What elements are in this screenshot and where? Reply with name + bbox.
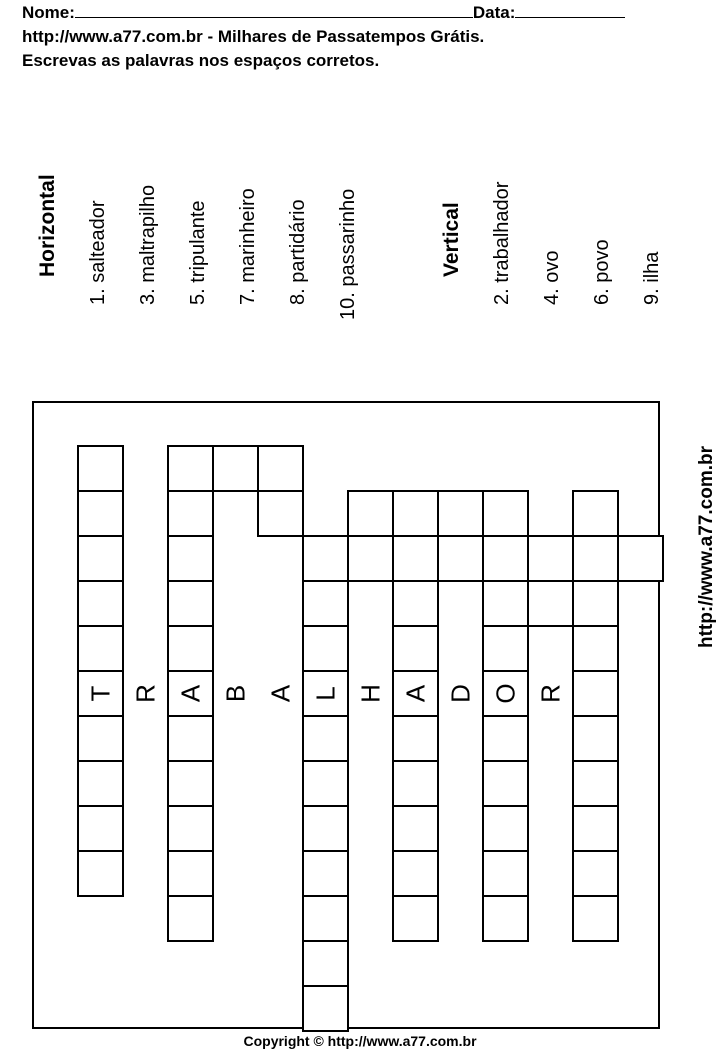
grid-cell[interactable] xyxy=(168,896,213,941)
grid-cell[interactable] xyxy=(393,716,438,761)
grid-cell[interactable] xyxy=(78,626,123,671)
grid-cell[interactable] xyxy=(393,581,438,626)
grid-cell[interactable] xyxy=(573,671,618,716)
grid-cell[interactable] xyxy=(303,941,348,986)
given-letter: H xyxy=(355,684,386,703)
given-letter: O xyxy=(490,683,521,704)
grid-cell[interactable] xyxy=(393,851,438,896)
horizontal-title: Horizontal xyxy=(36,174,59,277)
grid-cell[interactable] xyxy=(483,851,528,896)
grid-cell[interactable] xyxy=(528,536,573,581)
name-label: Nome: xyxy=(22,3,75,22)
grid-cell[interactable] xyxy=(303,536,348,581)
grid-cell[interactable] xyxy=(573,851,618,896)
grid-cell[interactable] xyxy=(168,536,213,581)
given-letter: D xyxy=(445,684,476,703)
instruction-text: Escrevas as palavras nos espaços corretos. xyxy=(22,51,380,70)
grid-cell[interactable] xyxy=(528,581,573,626)
grid-cell[interactable] xyxy=(483,491,528,536)
vertical-title: Vertical xyxy=(440,202,463,277)
grid-cell[interactable] xyxy=(168,581,213,626)
given-letter: A xyxy=(265,684,296,703)
grid-cell[interactable] xyxy=(213,446,258,491)
clue-horizontal-8: 8. partidário xyxy=(287,199,309,305)
grid-cell[interactable] xyxy=(78,581,123,626)
grid-cell[interactable] xyxy=(168,626,213,671)
grid-cell[interactable] xyxy=(303,716,348,761)
given-letter: A xyxy=(175,684,206,703)
clue-vertical-2: 2. trabalhador xyxy=(491,181,513,305)
clue-vertical-4: 4. ovo xyxy=(541,250,563,305)
grid-cell[interactable] xyxy=(168,716,213,761)
grid-cell[interactable] xyxy=(258,491,303,536)
grid-cell[interactable] xyxy=(393,896,438,941)
grid-cell[interactable] xyxy=(393,626,438,671)
grid-cell[interactable] xyxy=(573,806,618,851)
grid-cell[interactable] xyxy=(393,806,438,851)
grid-cell[interactable] xyxy=(483,536,528,581)
grid-cell[interactable] xyxy=(78,806,123,851)
grid-cell[interactable] xyxy=(393,761,438,806)
grid-cell[interactable] xyxy=(348,536,393,581)
grid-cell[interactable] xyxy=(78,491,123,536)
grid-cell[interactable] xyxy=(258,446,303,491)
grid-cell[interactable] xyxy=(303,581,348,626)
grid-cell[interactable] xyxy=(168,851,213,896)
grid-cell[interactable] xyxy=(168,806,213,851)
grid-cell[interactable] xyxy=(573,626,618,671)
given-letter: R xyxy=(535,684,566,703)
given-letter: T xyxy=(85,685,116,702)
site-line: http://www.a77.com.br - Milhares de Passatempos Grátis. xyxy=(22,27,485,46)
grid-cell[interactable] xyxy=(483,716,528,761)
clue-horizontal-10: 10. passarinho xyxy=(337,188,359,320)
grid-cell[interactable] xyxy=(168,491,213,536)
grid-cell[interactable] xyxy=(303,626,348,671)
given-letter: A xyxy=(400,684,431,703)
grid-cell[interactable] xyxy=(78,536,123,581)
grid-cell[interactable] xyxy=(78,716,123,761)
grid-cell[interactable] xyxy=(348,491,393,536)
grid-cell[interactable] xyxy=(573,581,618,626)
grid-cell[interactable] xyxy=(303,896,348,941)
clue-horizontal-3: 3. maltrapilho xyxy=(137,184,159,305)
grid-cell[interactable] xyxy=(573,761,618,806)
copyright: Copyright © http://www.a77.com.br xyxy=(243,1033,477,1049)
given-letter: B xyxy=(220,684,251,703)
grid-cell[interactable] xyxy=(438,536,483,581)
clue-horizontal-5: 5. tripulante xyxy=(187,200,209,305)
grid-cell[interactable] xyxy=(573,491,618,536)
grid-cell[interactable] xyxy=(483,581,528,626)
clue-horizontal-7: 7. marinheiro xyxy=(237,188,259,305)
grid-cell[interactable] xyxy=(78,446,123,491)
grid-cell[interactable] xyxy=(78,851,123,896)
grid-cell[interactable] xyxy=(483,896,528,941)
grid-cell[interactable] xyxy=(168,761,213,806)
grid-cell[interactable] xyxy=(573,716,618,761)
grid-cell[interactable] xyxy=(303,986,348,1031)
grid-cell[interactable] xyxy=(573,536,618,581)
given-letter: L xyxy=(310,686,341,701)
side-url: http://www.a77.com.br xyxy=(696,446,717,648)
date-label: Data: xyxy=(472,3,516,22)
grid-cell[interactable] xyxy=(303,761,348,806)
clue-vertical-9: 9. ilha xyxy=(641,251,663,305)
grid-cell[interactable] xyxy=(303,806,348,851)
grid-cell[interactable] xyxy=(438,491,483,536)
grid-cell[interactable] xyxy=(483,626,528,671)
grid-cell[interactable] xyxy=(393,536,438,581)
grid-cell[interactable] xyxy=(483,761,528,806)
grid-cell[interactable] xyxy=(303,851,348,896)
grid-cell[interactable] xyxy=(573,896,618,941)
grid-cell[interactable] xyxy=(168,446,213,491)
grid-cell[interactable] xyxy=(618,536,663,581)
grid-cell[interactable] xyxy=(393,491,438,536)
clue-horizontal-1: 1. salteador xyxy=(87,200,109,305)
grid-cell[interactable] xyxy=(78,761,123,806)
given-letter: R xyxy=(130,684,161,703)
grid-cell[interactable] xyxy=(483,806,528,851)
clue-vertical-6: 6. povo xyxy=(591,239,613,305)
